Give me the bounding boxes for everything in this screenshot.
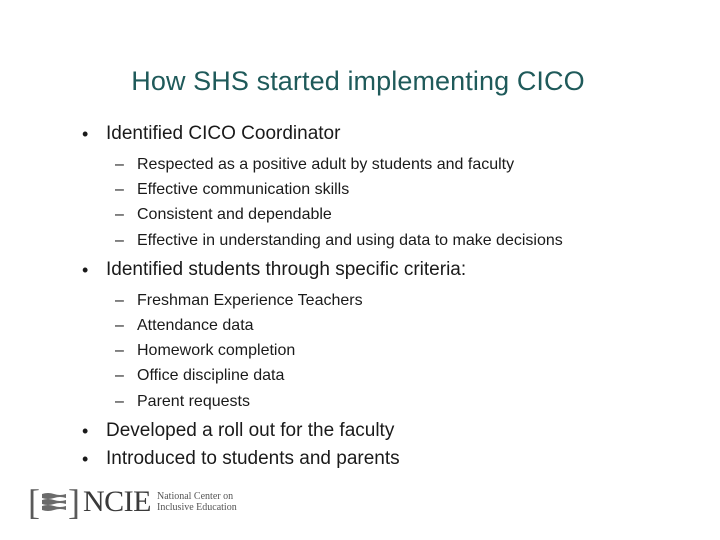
sub-item-text: Attendance data [137,317,254,335]
bullet-icon: • [82,420,89,441]
bullet-text: Identified CICO Coordinator [106,123,341,144]
sub-item [82,363,702,388]
logo-org-line: National Center on [157,491,234,502]
dash-icon: – [115,156,124,173]
dash-icon: – [115,392,124,410]
bullet-icon: • [82,124,89,144]
flag-icon [41,491,67,513]
sub-item [82,152,702,177]
sub-item-text: Respected as a positive adult by students and faculty [137,156,515,173]
dash-icon: – [115,181,124,199]
sub-item-text: Freshman Experience Teachers [137,291,363,309]
logo-org-line: Inclusive Education [157,502,237,513]
sub-item [82,177,702,202]
sub-item-text: Effective communication skills [137,181,350,199]
dash-icon: – [115,206,124,224]
sub-item-text: Homework completion [137,342,296,360]
bullet-icon: • [82,448,89,469]
dash-icon: – [115,342,124,360]
dash-icon: – [115,291,124,309]
sub-item-text: Effective in understanding and using data to make decisions [137,231,563,249]
bullet-text: Developed a roll out for the faculty [106,419,395,441]
sub-item [82,389,702,414]
bullet-item [82,122,702,146]
sub-item [82,338,702,363]
logo-left-bracket: [ [28,482,40,522]
sub-item-text: Office discipline data [137,367,285,385]
sub-item [82,313,702,338]
bullet-text: Introduced to students and parents [106,447,400,469]
bullet-item [82,447,702,471]
logo-right-bracket: ] [68,482,80,522]
logo-org-name [157,491,237,513]
bullet-text: Identified students through specific criteria: [106,258,467,280]
dash-icon: – [115,317,124,335]
sub-list [82,152,702,253]
sub-item [82,202,702,227]
sub-item-text: Parent requests [137,392,250,410]
dash-icon: – [115,367,124,385]
slide-body [82,122,702,471]
sub-item-text: Consistent and dependable [137,206,332,224]
sub-item [82,288,702,313]
sub-list [82,288,702,414]
slide-title: How SHS started implementing CICO [131,66,585,96]
ncie-logo [28,484,237,520]
sub-item [82,228,702,253]
bullet-icon: • [82,259,89,280]
bullet-item [82,258,702,282]
bullet-item [82,419,702,443]
logo-acronym: NCIE [83,485,151,518]
dash-icon: – [115,231,124,249]
